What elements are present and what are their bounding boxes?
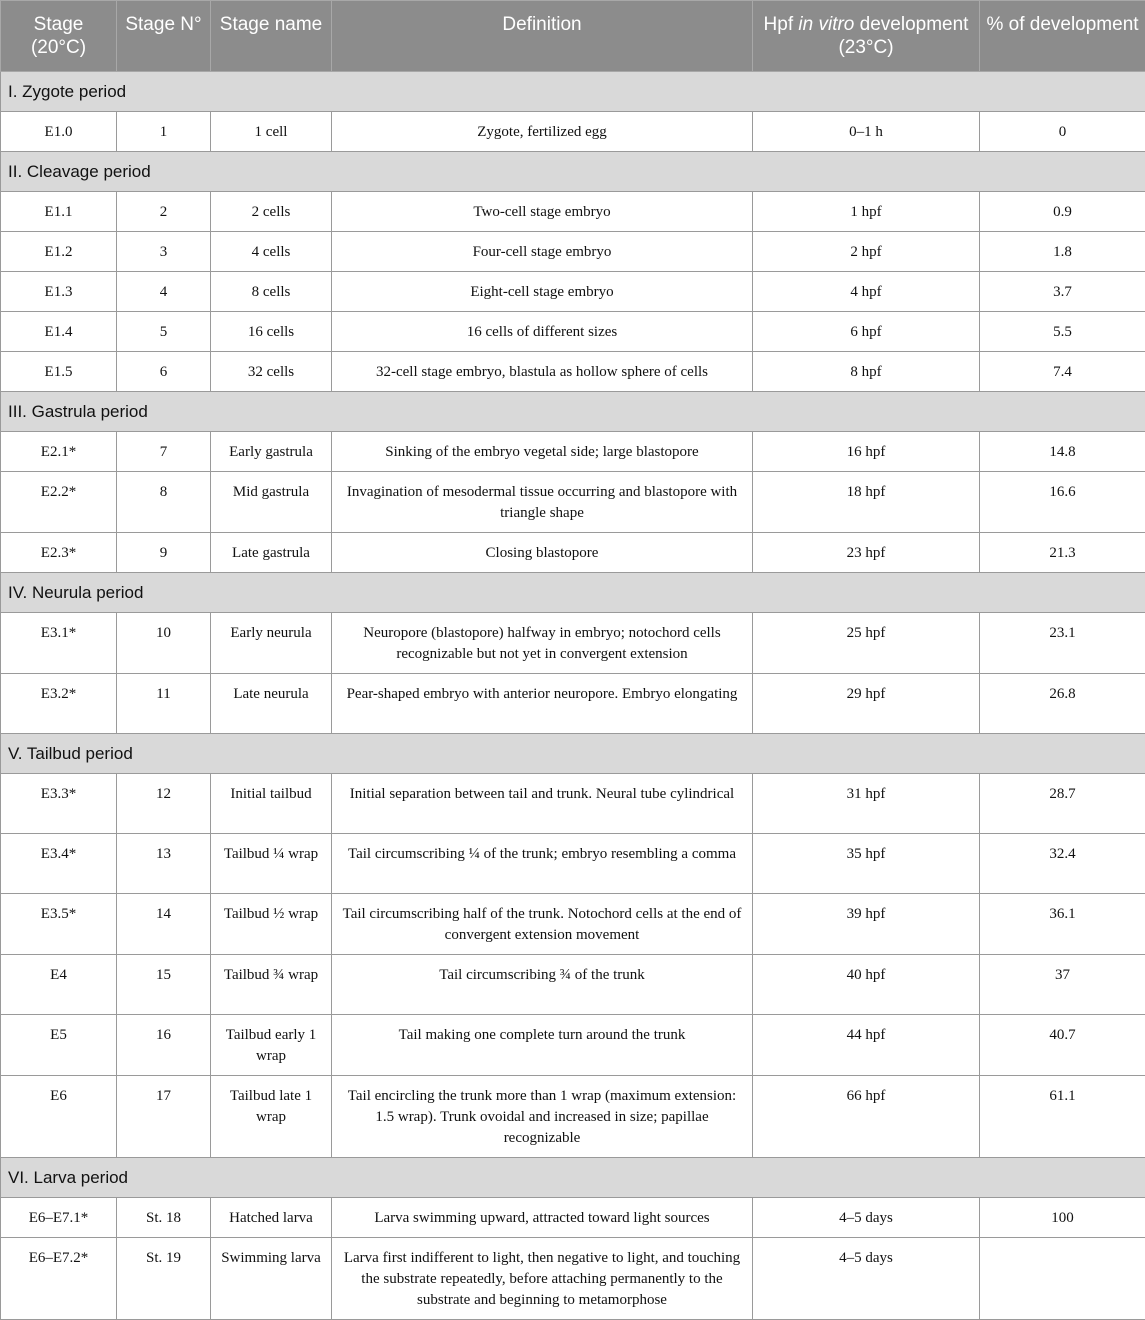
table-row: [1, 1076, 1145, 1158]
definition-cell: Tail making one complete turn around the trunk: [332, 1015, 753, 1076]
table-row: [1, 894, 1145, 955]
percent-cell: 26.8: [980, 674, 1145, 734]
percent-cell: 40.7: [980, 1015, 1145, 1076]
hpf-cell: 40 hpf: [753, 955, 980, 1015]
period-row: [1, 1158, 1145, 1198]
percent-cell: 0.9: [980, 192, 1145, 232]
stage-cell: E4: [1, 955, 117, 1015]
stage-cell: E6–E7.2*: [1, 1238, 117, 1320]
definition-cell: Four-cell stage embryo: [332, 232, 753, 272]
hpf-cell: 1 hpf: [753, 192, 980, 232]
stage-cell: E1.1: [1, 192, 117, 232]
table-row: [1, 533, 1145, 573]
stage-name-cell: Swimming larva: [211, 1238, 332, 1320]
stage-name-cell: 1 cell: [211, 112, 332, 152]
percent-cell: 100: [980, 1198, 1145, 1238]
header-hpf-prefix: Hpf: [764, 14, 799, 35]
percent-cell: 32.4: [980, 834, 1145, 894]
hpf-cell: 18 hpf: [753, 472, 980, 533]
stage-cell: E2.2*: [1, 472, 117, 533]
stage-cell: E5: [1, 1015, 117, 1076]
table-row: [1, 312, 1145, 352]
period-title: IV. Neurula period: [1, 573, 1145, 613]
stage-cell: E2.3*: [1, 533, 117, 573]
stage-cell: E3.2*: [1, 674, 117, 734]
stage-number-cell: 7: [117, 432, 211, 472]
hpf-cell: 4 hpf: [753, 272, 980, 312]
percent-cell: 28.7: [980, 774, 1145, 834]
stage-number-cell: 8: [117, 472, 211, 533]
header-row: [1, 1, 1145, 72]
header-hpf: [753, 1, 980, 72]
stage-cell: E3.5*: [1, 894, 117, 955]
definition-cell: Initial separation between tail and trunk. Neural tube cylindrical: [332, 774, 753, 834]
period-row: [1, 152, 1145, 192]
percent-cell: 16.6: [980, 472, 1145, 533]
stage-cell: E1.5: [1, 352, 117, 392]
stage-cell: E1.4: [1, 312, 117, 352]
definition-cell: Neuropore (blastopore) halfway in embryo; notochord cells recognizable but not yet in convergent extension: [332, 613, 753, 674]
period-title: II. Cleavage period: [1, 152, 1145, 192]
hpf-cell: 4–5 days: [753, 1238, 980, 1320]
definition-cell: Tail circumscribing ¾ of the trunk: [332, 955, 753, 1015]
stage-name-cell: 8 cells: [211, 272, 332, 312]
stage-number-cell: 12: [117, 774, 211, 834]
hpf-cell: 6 hpf: [753, 312, 980, 352]
percent-cell: 1.8: [980, 232, 1145, 272]
table-row: [1, 1238, 1145, 1320]
percent-cell: 37: [980, 955, 1145, 1015]
hpf-cell: 29 hpf: [753, 674, 980, 734]
hpf-cell: 31 hpf: [753, 774, 980, 834]
definition-cell: Two-cell stage embryo: [332, 192, 753, 232]
stage-number-cell: 9: [117, 533, 211, 573]
percent-cell: 3.7: [980, 272, 1145, 312]
percent-cell: [980, 1238, 1145, 1320]
stage-cell: E1.0: [1, 112, 117, 152]
header-stage-number: Stage N°: [117, 1, 211, 72]
stage-cell: E3.4*: [1, 834, 117, 894]
table-row: [1, 1015, 1145, 1076]
stage-number-cell: 13: [117, 834, 211, 894]
stage-number-cell: 11: [117, 674, 211, 734]
stage-name-cell: Mid gastrula: [211, 472, 332, 533]
stage-number-cell: 17: [117, 1076, 211, 1158]
stage-number-cell: 3: [117, 232, 211, 272]
stage-number-cell: 5: [117, 312, 211, 352]
stage-number-cell: 6: [117, 352, 211, 392]
period-row: [1, 392, 1145, 432]
stage-name-cell: Tailbud ½ wrap: [211, 894, 332, 955]
stage-number-cell: 15: [117, 955, 211, 1015]
definition-cell: Closing blastopore: [332, 533, 753, 573]
percent-cell: 23.1: [980, 613, 1145, 674]
hpf-cell: 0–1 h: [753, 112, 980, 152]
definition-cell: Tail circumscribing ¼ of the trunk; embryo resembling a comma: [332, 834, 753, 894]
definition-cell: Sinking of the embryo vegetal side; large blastopore: [332, 432, 753, 472]
stage-number-cell: 2: [117, 192, 211, 232]
hpf-cell: 16 hpf: [753, 432, 980, 472]
stage-name-cell: 2 cells: [211, 192, 332, 232]
stage-number-cell: St. 18: [117, 1198, 211, 1238]
header-hpf-italic: in vitro: [798, 14, 854, 35]
stage-number-cell: 1: [117, 112, 211, 152]
stage-number-cell: 10: [117, 613, 211, 674]
table-row: [1, 613, 1145, 674]
period-title: III. Gastrula period: [1, 392, 1145, 432]
stage-number-cell: St. 19: [117, 1238, 211, 1320]
header-hpf-suffix: development (23°C): [838, 14, 968, 58]
table-row: [1, 834, 1145, 894]
stage-cell: E6: [1, 1076, 117, 1158]
hpf-cell: 23 hpf: [753, 533, 980, 573]
table-row: [1, 432, 1145, 472]
table-row: [1, 272, 1145, 312]
hpf-cell: 25 hpf: [753, 613, 980, 674]
hpf-cell: 44 hpf: [753, 1015, 980, 1076]
stage-number-cell: 14: [117, 894, 211, 955]
stage-name-cell: 16 cells: [211, 312, 332, 352]
definition-cell: 16 cells of different sizes: [332, 312, 753, 352]
stage-cell: E3.3*: [1, 774, 117, 834]
header-stage-temp: Stage (20°C): [1, 1, 117, 72]
table-row: [1, 1198, 1145, 1238]
definition-cell: Larva swimming upward, attracted toward light sources: [332, 1198, 753, 1238]
period-row: [1, 573, 1145, 613]
hpf-cell: 4–5 days: [753, 1198, 980, 1238]
stage-name-cell: Tailbud ¾ wrap: [211, 955, 332, 1015]
period-title: I. Zygote period: [1, 72, 1145, 112]
table-row: [1, 192, 1145, 232]
stage-number-cell: 16: [117, 1015, 211, 1076]
table-body: [1, 72, 1145, 1320]
percent-cell: 21.3: [980, 533, 1145, 573]
stage-name-cell: Late gastrula: [211, 533, 332, 573]
period-title: VI. Larva period: [1, 1158, 1145, 1198]
stage-name-cell: 32 cells: [211, 352, 332, 392]
hpf-cell: 66 hpf: [753, 1076, 980, 1158]
stage-name-cell: Initial tailbud: [211, 774, 332, 834]
definition-cell: Zygote, fertilized egg: [332, 112, 753, 152]
definition-cell: Pear-shaped embryo with anterior neuropore. Embryo elongating: [332, 674, 753, 734]
hpf-cell: 39 hpf: [753, 894, 980, 955]
stage-cell: E2.1*: [1, 432, 117, 472]
percent-cell: 61.1: [980, 1076, 1145, 1158]
stage-name-cell: Late neurula: [211, 674, 332, 734]
stage-name-cell: Early neurula: [211, 613, 332, 674]
stage-name-cell: 4 cells: [211, 232, 332, 272]
period-row: [1, 72, 1145, 112]
definition-cell: Invagination of mesodermal tissue occurring and blastopore with triangle shape: [332, 472, 753, 533]
table-row: [1, 472, 1145, 533]
definition-cell: 32-cell stage embryo, blastula as hollow sphere of cells: [332, 352, 753, 392]
stage-cell: E1.3: [1, 272, 117, 312]
table-header: [1, 1, 1145, 72]
percent-cell: 14.8: [980, 432, 1145, 472]
percent-cell: 36.1: [980, 894, 1145, 955]
table-row: [1, 112, 1145, 152]
stage-name-cell: Early gastrula: [211, 432, 332, 472]
definition-cell: Tail encircling the trunk more than 1 wrap (maximum extension: 1.5 wrap). Trunk ovoidal and increased in size; papillae recognizable: [332, 1076, 753, 1158]
hpf-cell: 2 hpf: [753, 232, 980, 272]
stage-cell: E1.2: [1, 232, 117, 272]
percent-cell: 7.4: [980, 352, 1145, 392]
table-row: [1, 955, 1145, 1015]
percent-cell: 0: [980, 112, 1145, 152]
header-percent: % of development: [980, 1, 1145, 72]
percent-cell: 5.5: [980, 312, 1145, 352]
stage-cell: E6–E7.1*: [1, 1198, 117, 1238]
period-title: V. Tailbud period: [1, 734, 1145, 774]
table-row: [1, 674, 1145, 734]
hpf-cell: 8 hpf: [753, 352, 980, 392]
stage-name-cell: Hatched larva: [211, 1198, 332, 1238]
stage-name-cell: Tailbud late 1 wrap: [211, 1076, 332, 1158]
definition-cell: Tail circumscribing half of the trunk. Notochord cells at the end of convergent extension movement: [332, 894, 753, 955]
period-row: [1, 734, 1145, 774]
definition-cell: Larva first indifferent to light, then negative to light, and touching the substrate repeatedly, before attaching permanently to the substrate and beginning to metamorphose: [332, 1238, 753, 1320]
table-row: [1, 352, 1145, 392]
hpf-cell: 35 hpf: [753, 834, 980, 894]
table-row: [1, 774, 1145, 834]
stage-name-cell: Tailbud early 1 wrap: [211, 1015, 332, 1076]
header-definition: Definition: [332, 1, 753, 72]
stage-number-cell: 4: [117, 272, 211, 312]
definition-cell: Eight-cell stage embryo: [332, 272, 753, 312]
stage-name-cell: Tailbud ¼ wrap: [211, 834, 332, 894]
stage-cell: E3.1*: [1, 613, 117, 674]
header-stage-name: Stage name: [211, 1, 332, 72]
table-row: [1, 232, 1145, 272]
